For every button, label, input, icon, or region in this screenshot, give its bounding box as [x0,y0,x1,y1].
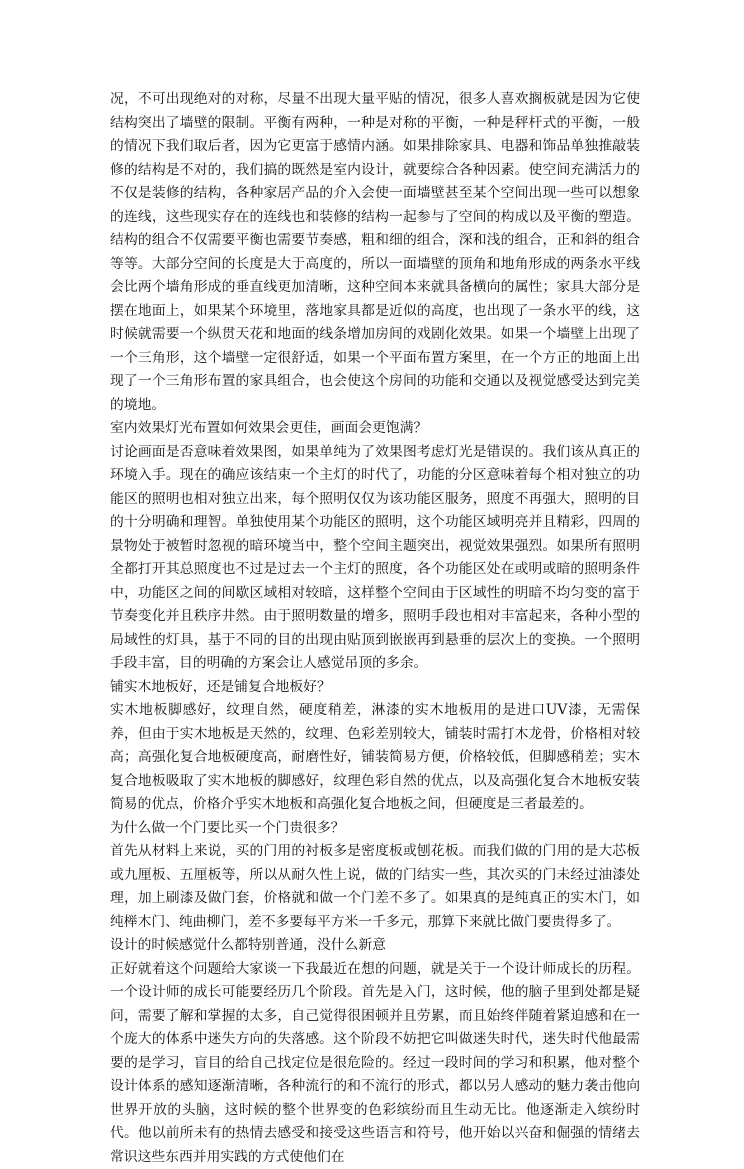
question-heading: 为什么做一个门要比买一个门贵很多？ [110,817,640,841]
question-heading: 设计的时候感觉什么都特别普通，没什么新意 [110,934,640,958]
body-paragraph: 正好就着这个问题给大家谈一下我最近在想的问题，就是关于一个设计师成长的历程。一个设计师的成长可能要经历几个阶段。首先是入门，这时候，他的脑子里到处都是疑问，需要了解和掌握的太多，自己觉得很困顿并且劳累，而且始终伴随着紧迫感和在一个庞大的体系中迷失方向的失落感。这个阶段不妨把它叫做迷失时代，迷失时代他最需要的是学习，盲目的给自己找定位是很危险的。经过一段时间的学习和积累，他对整个设计体系的感知逐渐清晰，各种流行的和不流行的形式，都以另人感动的魅力袭击他向世界开放的头脑，这时候的整个世界变的色彩缤纷而且生动无比。他逐渐走入缤纷时代。他以前所未有的热情去感受和接受这些语言和符号，他开始以兴奋和倔强的情绪去常识这些东西并用实践的方式使他们在 [110,958,640,1169]
question-heading: 室内效果灯光布置如何效果会更佳，画面会更饱满？ [110,417,640,441]
question-heading: 铺实木地板好，还是铺复合地板好？ [110,676,640,700]
body-paragraph: 讨论画面是否意味着效果图，如果单纯为了效果图考虑灯光是错误的。我们该从真正的环境入手。现在的确应该结束一个主灯的时代了，功能的分区意味着每个相对独立的功能区的照明也相对独立出来，每个照明仅仅为该功能区服务，照度不再强大，照明的目的十分明确和理智。单独使用某个功能区的照明，这个功能区域明亮并且精彩，四周的景物处于被暂时忽视的暗环境当中，整个空间主题突出，视觉效果强烈。如果所有照明全都打开其总照度也不过是过去一个主灯的照度，各个功能区处在或明或暗的照明条件中，功能区之间的间歇区域相对较暗，这样整个空间由于区域性的明暗不均匀变的富于节奏变化并且秩序井然。由于照明数量的增多，照明手段也相对丰富起来，各种小型的局域性的灯具，基于不同的目的出现由贴顶到嵌嵌再到悬垂的层次上的变换。一个照明手段丰富，目的明确的方案会让人感觉吊顶的多余。 [110,441,640,676]
body-paragraph: 实木地板脚感好，纹理自然，硬度稍差，淋漆的实木地板用的是进口UV漆，无需保养，但由于实木地板是天然的，纹理、色彩差别较大，铺装时需打木龙骨，价格相对较高；高强化复合地板硬度高，耐磨性好，铺装简易方便，价格较低，但脚感稍差；实木复合地板吸取了实木地板的脚感好，纹理色彩自然的优点，以及高强化复合木地板安装简易的优点，价格介乎实木地板和高强化复合地板之间，但硬度是三者最差的。 [110,699,640,817]
body-paragraph: 首先从材料上来说，买的门用的衬板多是密度板或刨花板。而我们做的门用的是大芯板或九厘板、五厘板等，所以从耐久性上说，做的门结实一些，其次买的门未经过油漆处理，加上刷漆及做门套，价格就和做一个门差不多了。如果真的是纯真正的实木门，如纯榉木门、纯曲柳门，差不多要每平方米一千多元，那算下来就比做门要贵得多了。 [110,840,640,934]
document-page [110,88,640,1169]
body-paragraph: 况，不可出现绝对的对称，尽量不出现大量平贴的情况，很多人喜欢搁板就是因为它使结构突出了墙壁的限制。平衡有两种，一种是对称的平衡，一种是秤杆式的平衡，一般的情况下我们取后者，因为它更富于感情内涵。如果排除家具、电器和饰品单独推敲装修的结构是不对的，我们搞的既然是室内设计，就要综合各种因素。使空间充满活力的不仅是装修的结构，各种家居产品的介入会使一面墙壁甚至某个空间出现一些可以想象的连线，这些现实存在的连线也和装修的结构一起参与了空间的构成以及平衡的塑造。结构的组合不仅需要平衡也需要节奏感，粗和细的组合，深和浅的组合，正和斜的组合等等。大部分空间的长度是大于高度的，所以一面墙壁的顶角和地角形成的两条水平线会比两个墙角形成的垂直线更加清晰，这种空间本来就具备横向的属性；家具大部分是摆在地面上，如果某个环境里，落地家具都是近似的高度，也出现了一条水平的线，这时候就需要一个纵贯天花和地面的线条增加房间的戏剧化效果。如果一个墙壁上出现了一个三角形，这个墙壁一定很舒适，如果一个平面布置方案里，在一个方正的地面上出现了一个三角形布置的家具组合，也会使这个房间的功能和交通以及视觉感受达到完美的境地。 [110,88,640,417]
